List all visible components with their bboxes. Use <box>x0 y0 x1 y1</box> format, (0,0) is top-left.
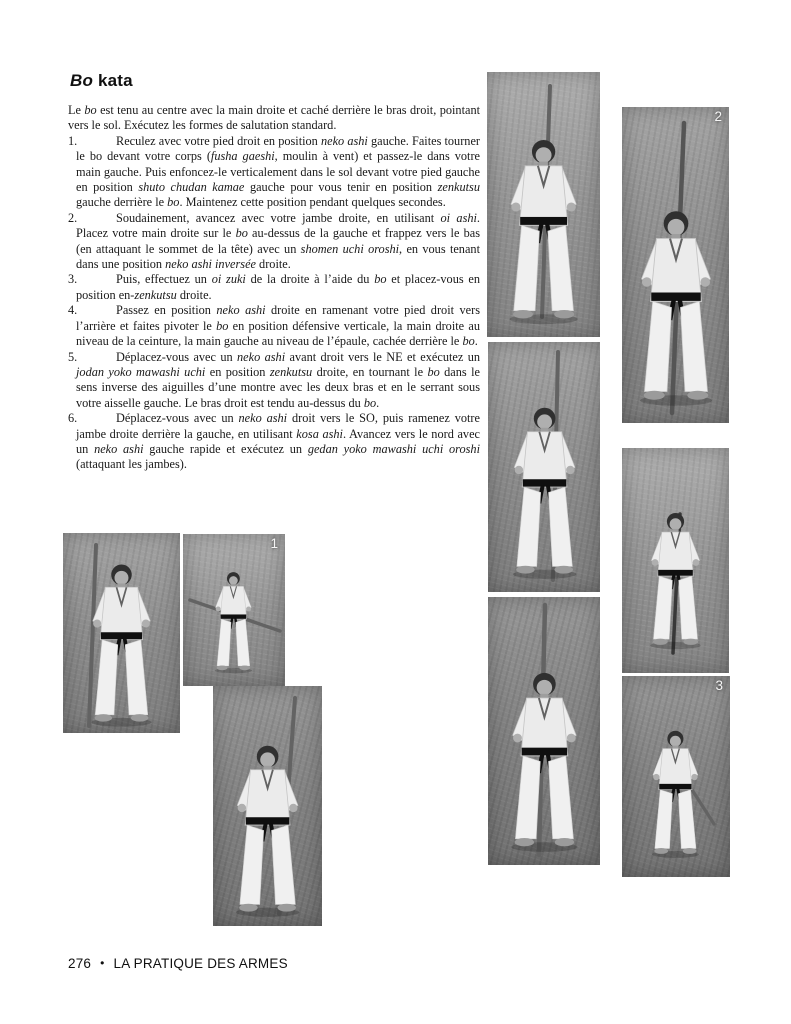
instruction-item-1 <box>68 134 480 211</box>
item-number: 1. <box>68 133 78 148</box>
photo-punch-stance <box>622 448 729 673</box>
photo-bo-overhead-block <box>622 107 729 423</box>
item-text: Passez en position neko ashi droite en ramenant votre pied droit vers l’arrière et faites pivoter le bo en position défensive verticale, la main droite au niveau de la ceinture, la main gauche au niveau de l’épaule, cachée derrière le bo. <box>76 303 480 349</box>
item-text: Puis, effectuez un oi zuki de la droite à l’aide du bo et placez-vous en position en-zenkutsu droite. <box>76 272 481 302</box>
karateka-photo-graphic <box>213 686 322 926</box>
karateka-photo-graphic <box>487 72 600 337</box>
photo-number-badge: 2 <box>714 109 722 124</box>
intro-paragraph: Le bo est tenu au centre avec la main droite et caché derrière le bras droit, pointant vers le sol. Exécutez les formes de salutation standard. <box>68 103 481 133</box>
book-title: LA PRATIQUE DES ARMES <box>113 956 288 971</box>
karateka-photo-graphic <box>622 676 730 877</box>
item-number: 6. <box>68 411 78 426</box>
instruction-item-6 <box>68 411 480 473</box>
karateka-photo-graphic <box>488 342 600 592</box>
karateka-photo-graphic <box>622 448 729 673</box>
footer-bullet: • <box>100 955 105 970</box>
photo-bo-spin <box>183 534 285 686</box>
instruction-item-2 <box>68 211 480 273</box>
item-text: Reculez avec votre pied droit en position neko ashi gauche. Faites tourner le bo devant votre corps (fusha gaeshi, moulin à vent) et passez-le dans votre main gauche. Puis enfoncez-le verticalement dans le sol devant votre pied gauche en position shuto chudan kamae gauche pour vous tenir en position zenkutsu gauche derrière le bo. Maintenez cette position pendant quelques secondes. <box>76 133 481 210</box>
photo-number-badge: 3 <box>715 678 723 693</box>
item-text: Déplacez-vous avec un neko ashi droit vers le SO, puis ramenez votre jambe droite derrière la gauche, en utilisant kosa ashi. Avancez vers le nord avec un neko ashi gauche rapide et exécutez un gedan yoko mawashi uchi oroshi (attaquant les jambes). <box>76 411 480 472</box>
item-text: Soudainement, avancez avec votre jambe droite, en utilisant oi ashi. Placez votre main droite sur le bo au-dessus de la gauche et frappez vers le bas (en attaquant le sommet de la tête) avec un shomen uchi oroshi, en vous tenant dans une position neko ashi inversée droite. <box>76 210 480 272</box>
photo-bo-vertical-left-hand <box>213 686 322 926</box>
page-title: Bo kata <box>70 71 133 91</box>
instruction-item-3 <box>68 272 480 303</box>
photo-bo-planted <box>488 342 600 592</box>
karateka-photo-graphic <box>183 534 285 686</box>
karateka-photo-graphic <box>622 107 729 423</box>
photo-bo-low-guard <box>622 676 730 877</box>
item-text: Déplacez-vous avec un neko ashi avant droit vers le NE et exécutez un jodan yoko mawashi uchi en position zenkutsu droite, en tournant le bo dans le sens inverse des aiguilles d’une montre avec les deux bras et en le serrant sous votre aisselle gauche. Le bras droit est tendu au-dessus du bo. <box>76 349 480 410</box>
karateka-photo-graphic <box>488 597 600 865</box>
photo-standing-with-bo <box>63 533 180 733</box>
instruction-item-5 <box>68 350 480 412</box>
instruction-item-4 <box>68 303 480 349</box>
item-number: 4. <box>68 303 78 318</box>
photo-bo-front-guard <box>487 72 600 337</box>
photo-bo-close-vertical <box>488 597 600 865</box>
item-number: 3. <box>68 272 78 287</box>
page-number: 276 <box>68 956 92 971</box>
item-number: 5. <box>68 349 78 364</box>
page-footer <box>68 956 288 971</box>
body-text-column <box>68 103 480 473</box>
karateka-photo-graphic <box>63 533 180 733</box>
photo-number-badge: 1 <box>270 536 278 551</box>
item-number: 2. <box>68 210 78 225</box>
